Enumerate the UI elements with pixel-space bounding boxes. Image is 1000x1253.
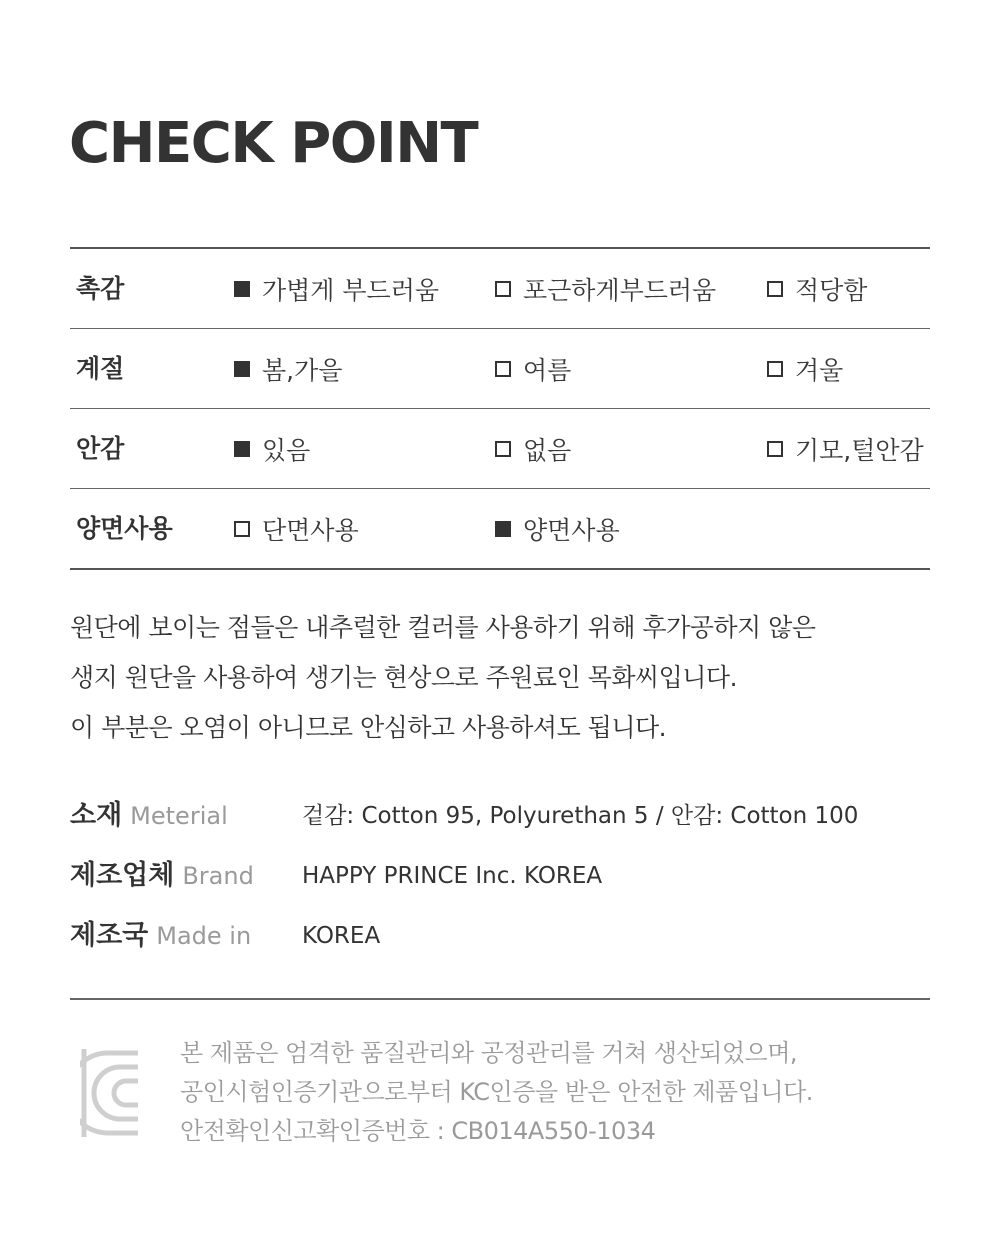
cert-line: 안전확인신고확인증번호 : CB014A550-1034 xyxy=(180,1117,656,1145)
option-label: 적당함 xyxy=(795,275,868,305)
checkbox-empty-icon xyxy=(767,441,783,457)
option-label: 기모,털안감 xyxy=(795,435,924,465)
spec-label xyxy=(70,786,228,849)
cert-line: 본 제품은 엄격한 품질관리와 공정관리를 거쳐 생산되었으며, xyxy=(180,1039,798,1067)
option-unlined xyxy=(495,409,571,488)
spec-label xyxy=(70,906,251,969)
checkbox-checked-icon xyxy=(234,441,250,457)
spec-row-made-in xyxy=(70,906,930,966)
option-label: 양면사용 xyxy=(523,515,620,545)
option-spring-fall xyxy=(234,329,342,408)
kc-certification-text xyxy=(180,1034,940,1151)
option-cozy-soft xyxy=(495,249,716,328)
note-line: 생지 원단을 사용하여 생기는 현상으로 주원료인 목화씨입니다. xyxy=(70,663,738,692)
option-label: 봄,가을 xyxy=(262,355,343,385)
check-point-table xyxy=(70,247,930,570)
option-label: 없음 xyxy=(523,435,572,465)
checkbox-checked-icon xyxy=(234,281,250,297)
spec-label-en: Meterial xyxy=(130,802,228,830)
option-summer xyxy=(495,329,571,408)
note-line: 이 부분은 오염이 아니므로 안심하고 사용하셔도 됩니다. xyxy=(70,713,667,742)
spec-row-material xyxy=(70,786,930,846)
note-line: 원단에 보이는 점들은 내추럴한 컬러를 사용하기 위해 후가공하지 않은 xyxy=(70,613,816,642)
checkbox-empty-icon xyxy=(495,361,511,377)
checkbox-empty-icon xyxy=(234,521,250,537)
option-label: 포근하게부드러움 xyxy=(523,275,717,305)
spec-label-ko: 제조국 xyxy=(70,920,149,951)
row-label: 계절 xyxy=(76,354,125,383)
product-specs xyxy=(70,786,930,966)
row-label: 촉감 xyxy=(76,274,125,303)
option-moderate xyxy=(767,249,867,328)
spec-label xyxy=(70,846,254,909)
spec-label-ko: 제조업체 xyxy=(70,860,175,891)
kc-mark-icon xyxy=(80,1047,142,1139)
checkbox-empty-icon xyxy=(767,281,783,297)
option-lined xyxy=(234,409,310,488)
checkbox-checked-icon xyxy=(234,361,250,377)
fabric-note xyxy=(70,603,930,753)
option-label: 여름 xyxy=(523,355,572,385)
option-fleece-lined xyxy=(767,409,924,488)
option-label: 단면사용 xyxy=(262,515,359,545)
option-label: 있음 xyxy=(262,435,311,465)
check-row-season xyxy=(70,329,930,409)
checkbox-checked-icon xyxy=(495,521,511,537)
cert-line: 공인시험인증기관으로부터 KC인증을 받은 안전한 제품입니다. xyxy=(180,1078,813,1106)
row-label: 안감 xyxy=(76,434,125,463)
option-winter xyxy=(767,329,843,408)
page-title: CHECK POINT xyxy=(69,111,478,176)
spec-value: 겉감: Cotton 95, Polyurethan 5 / 안감: Cotton 100 xyxy=(302,803,859,829)
checkbox-empty-icon xyxy=(767,361,783,377)
spec-row-brand xyxy=(70,846,930,906)
spec-label-ko: 소재 xyxy=(70,800,123,831)
spec-label-en: Brand xyxy=(182,862,254,890)
check-row-lining xyxy=(70,409,930,489)
checkbox-empty-icon xyxy=(495,281,511,297)
option-label: 겨울 xyxy=(795,355,844,385)
option-reversible xyxy=(495,489,620,568)
option-label: 가볍게 부드러움 xyxy=(262,275,439,305)
row-label: 양면사용 xyxy=(76,514,173,543)
spec-value: HAPPY PRINCE Inc. KOREA xyxy=(302,863,603,889)
check-row-touch xyxy=(70,249,930,329)
check-row-reversible xyxy=(70,489,930,570)
option-single-sided xyxy=(234,489,359,568)
section-divider xyxy=(70,998,930,1000)
checkbox-empty-icon xyxy=(495,441,511,457)
spec-value: KOREA xyxy=(302,923,381,949)
spec-label-en: Made in xyxy=(156,922,252,950)
option-light-soft xyxy=(234,249,439,328)
